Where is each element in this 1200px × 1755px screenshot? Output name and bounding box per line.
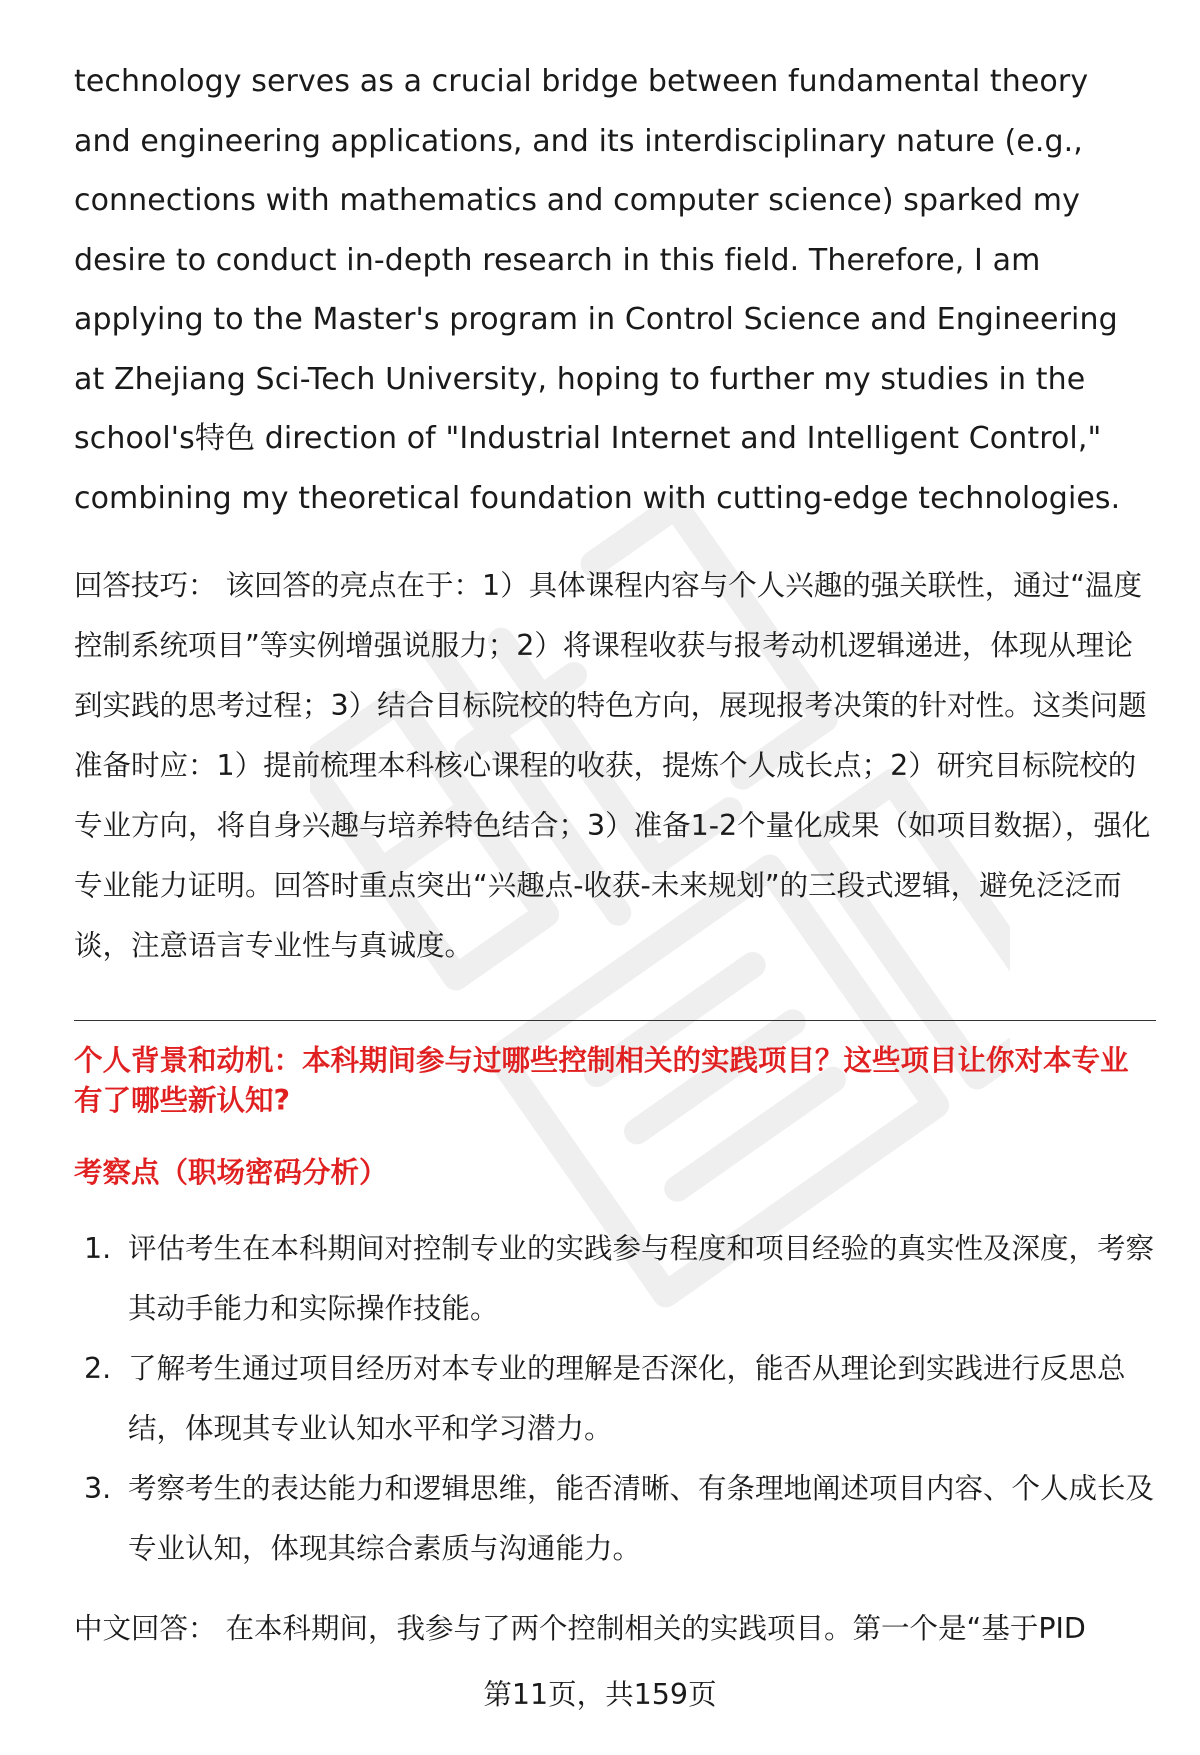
list-item [74, 1219, 1154, 1339]
list-item-text: 评估考生在本科期间对控制专业的实践参与程度和项目经验的真实性及深度，考察其动手能力和实际操作技能。 [128, 1232, 1155, 1325]
main-content [74, 52, 1154, 1659]
english-answer-paragraph: technology serves as a crucial bridge between fundamental theory and engineering applications, and its interdisciplinary nature (e.g., connections with mathematics and computer science) sparked my desire to conduct in-depth research in this field. Therefore, I am applying to the Master's program in Control Science and Engineering at Zhejiang Sci-Tech University, hoping to further my studies in the school's特色 direction of "Industrial Internet and Intelligent Control," combining my theoretical foundation with cutting-edge technologies. [74, 64, 1121, 516]
list-item-text: 考察考生的表达能力和逻辑思维，能否清晰、有条理地阐述项目内容、个人成长及专业认知，体现其综合素质与沟通能力。 [128, 1472, 1155, 1565]
chinese-answer-paragraph: 中文回答： 在本科期间，我参与了两个控制相关的实践项目。第一个是“基于PID [74, 1612, 1086, 1645]
list-item-number: 3. [84, 1472, 112, 1505]
list-item [74, 1339, 1154, 1459]
answer-tips-paragraph: 回答技巧： 该回答的亮点在于：1）具体课程内容与个人兴趣的强关联性，通过“温度控制系统项目”等实例增强说服力；2）将课程收获与报考动机逻辑递进，体现从理论到实践的思考过程；3）结合目标院校的特色方向，展现报考决策的针对性。这类问题准备时应：1）提前梳理本科核心课程的收获，提炼个人成长点；2）研究目标院校的专业方向，将自身兴趣与培养特色结合；3）准备1-2个量化成果（如项目数据），强化专业能力证明。回答时重点突出“兴趣点-收获-未来规划”的三段式逻辑，避免泛泛而谈，注意语言专业性与真诚度。 [74, 569, 1151, 962]
list-item [74, 1459, 1154, 1579]
focus-points-list [74, 1219, 1154, 1579]
list-item-text: 了解考生通过项目经历对本专业的理解是否深化，能否从理论到实践进行反思总结，体现其专业认知水平和学习潜力。 [128, 1352, 1126, 1445]
question-heading: 个人背景和动机：本科期间参与过哪些控制相关的实践项目？这些项目让你对本专业有了哪些新认知? [74, 1044, 1129, 1117]
section-divider [74, 1020, 1156, 1021]
focus-points-heading: 考察点（职场密码分析） [74, 1156, 388, 1189]
page-number-footer: 第11页，共159页 [483, 1678, 717, 1711]
list-item-number: 1. [84, 1232, 112, 1265]
list-item-number: 2. [84, 1352, 112, 1385]
